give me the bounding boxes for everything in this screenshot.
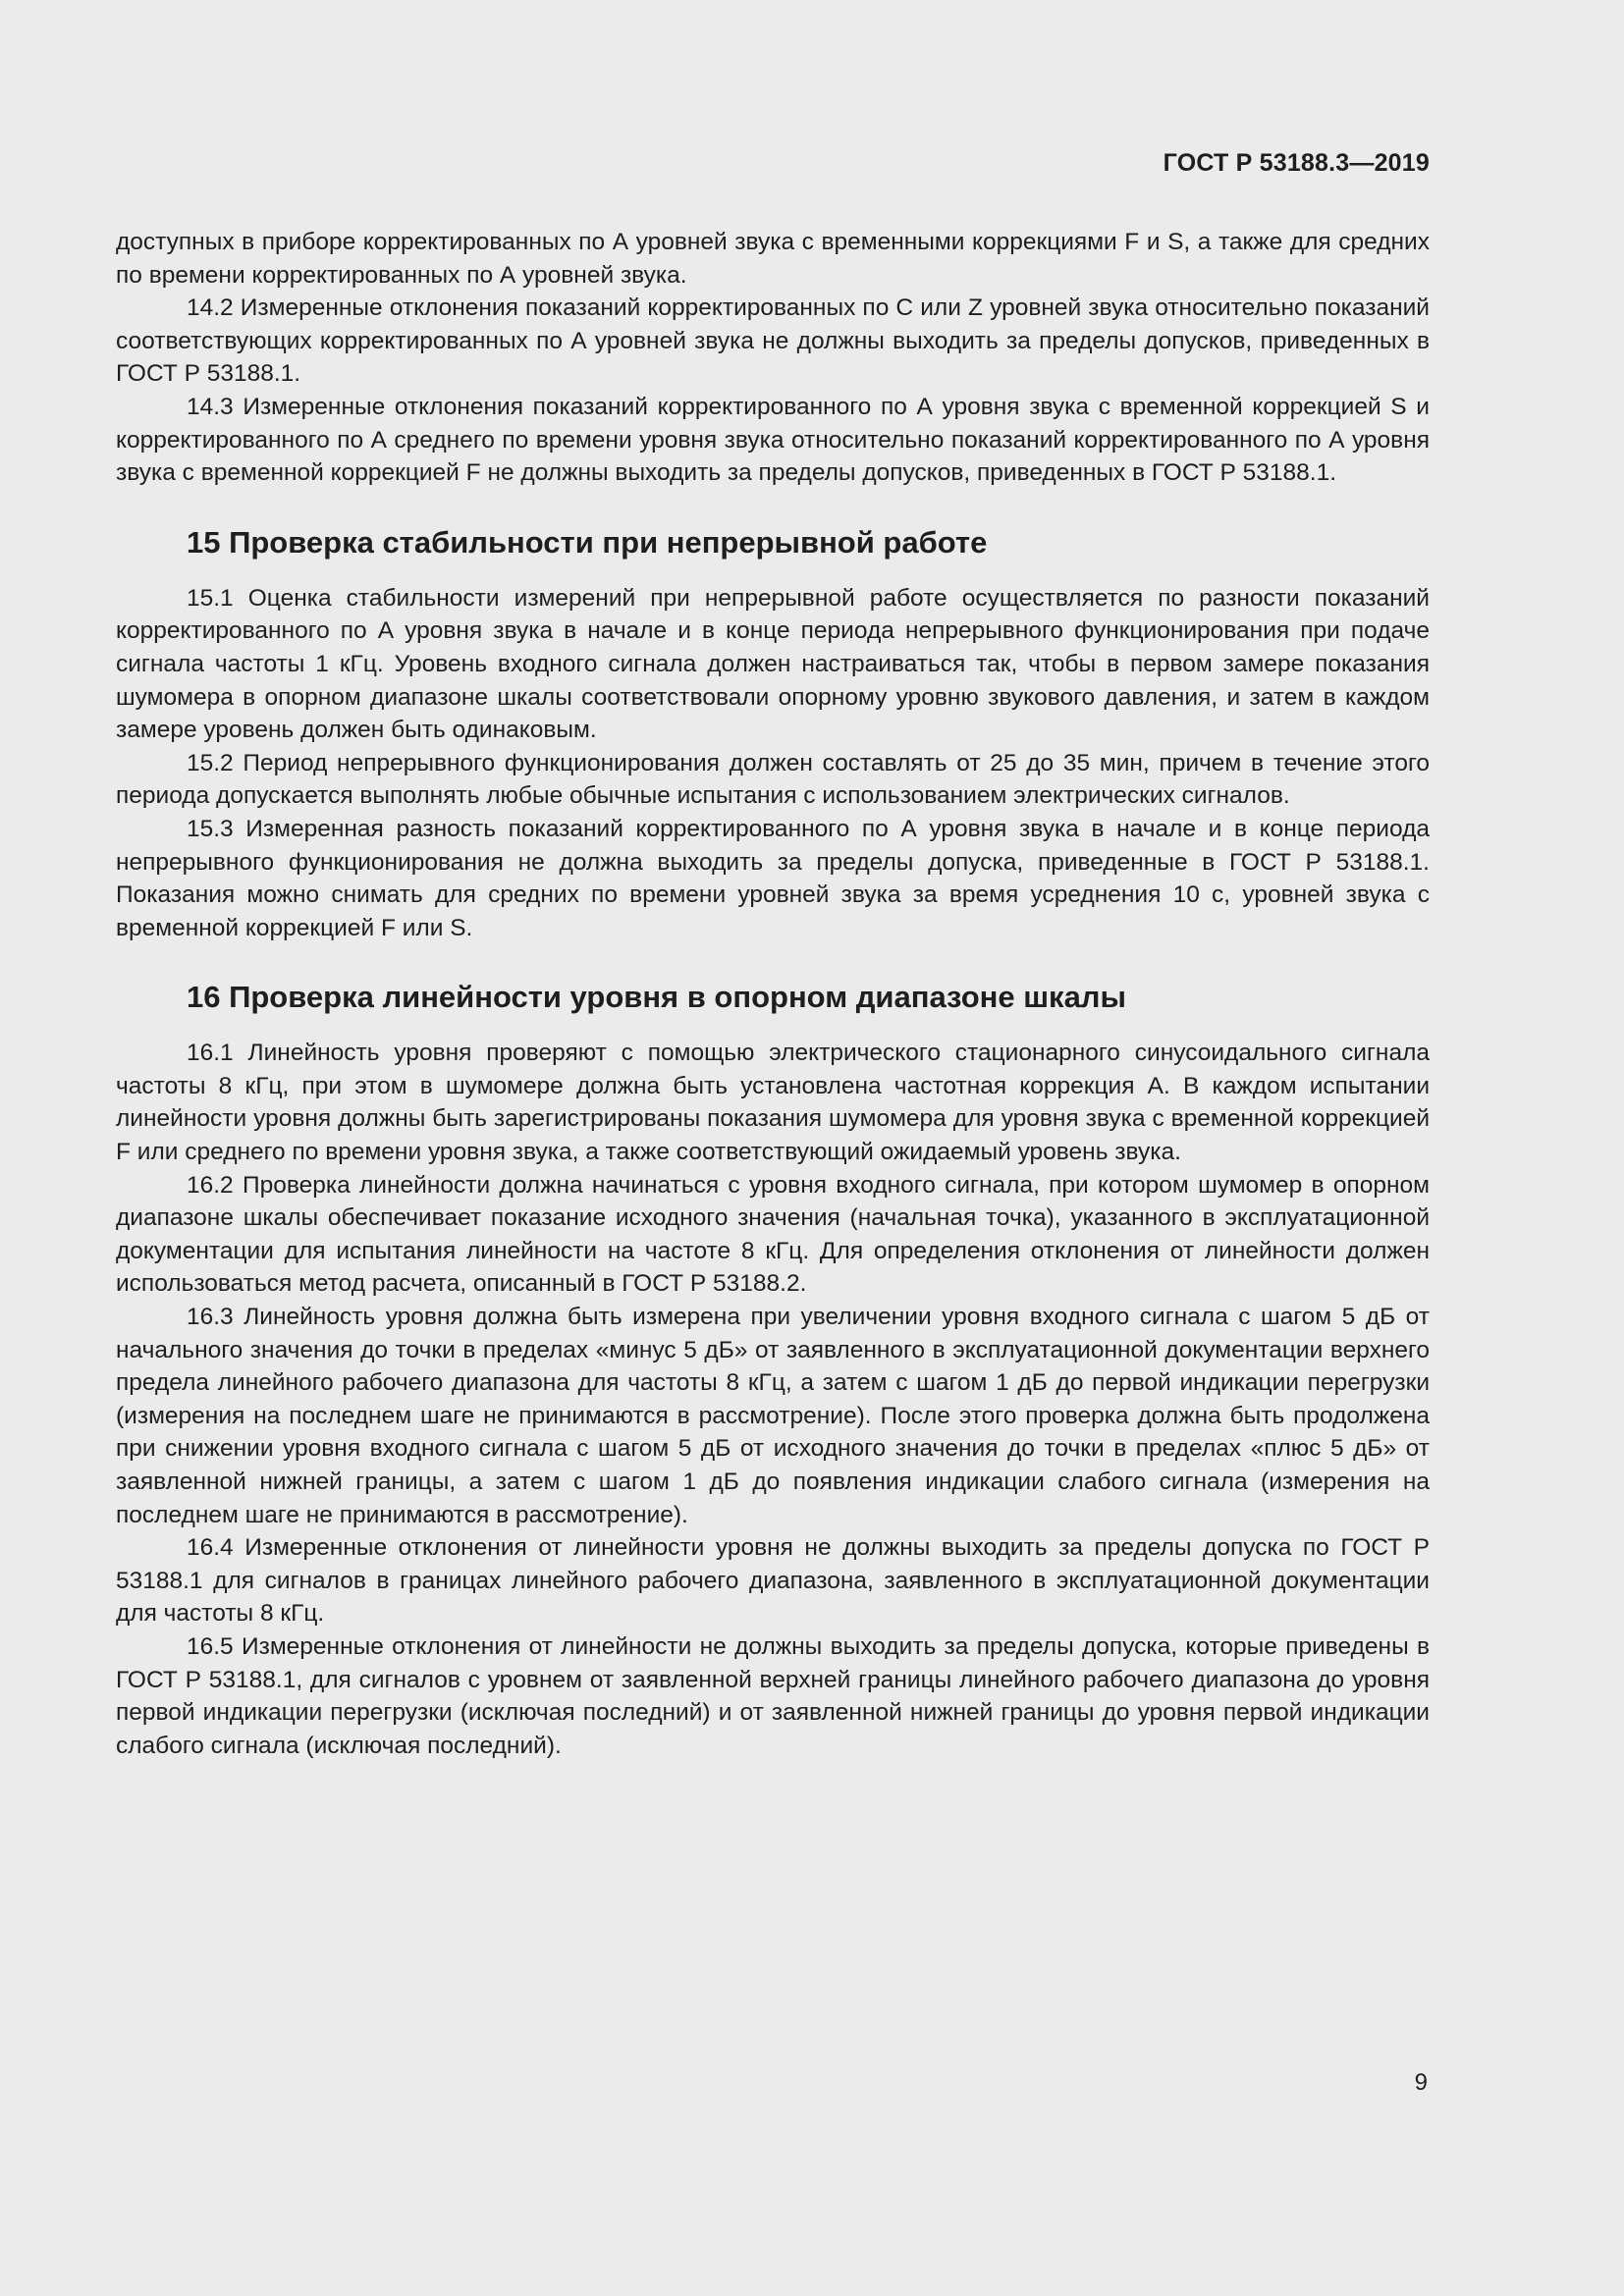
paragraph-16-1: 16.1 Линейность уровня проверяют с помощью электрического стационарного синусоидального сигнала частоты 8 кГц, при этом в шумомере должна быть установлена частотная коррекция А. В каждом испытании линейности уровня должны быть зарегистрированы показания шумомера для уровня звука с временной коррекцией F или среднего по времени уровня звука, а также соответствующий ожидаемый уровень звука.	[116, 1040, 1430, 1166]
paragraph-15-1: 15.1 Оценка стабильности измерений при непрерывной работе осуществляется по разности показаний корректированного по А уровня звука в начале и в конце периода непрерывного функционирования при подаче сигнала частоты 1 кГц. Уровень входного сигнала должен настраиваться так, чтобы в первом замере показания шумомера в опорном диапазоне шкалы соответствовали опорному уровню звукового давления, и затем в каждом замере уровень должен быть одинаковым.	[116, 584, 1430, 744]
section-heading-16: 16 Проверка линейности уровня в опорном диапазоне шкалы	[187, 980, 1126, 1015]
document-code-header: ГОСТ Р 53188.3—2019	[1163, 149, 1430, 177]
paragraph-14-3: 14.3 Измеренные отклонения показаний корректированного по А уровня звука с временной коррекцией S и корректированного по А среднего по времени уровня звука относительно показаний корректированного по А уровня звука с временной коррекцией F не должны выходить за пределы допусков, приведенных в ГОСТ Р 53188.1.	[116, 393, 1430, 487]
section-heading-15: 15 Проверка стабильности при непрерывной работе	[187, 524, 988, 560]
paragraph-16-5: 16.5 Измеренные отклонения от линейности не должны выходить за пределы допуска, которые приведены в ГОСТ Р 53188.1, для сигналов с уровнем от заявленной верхней границы линейного рабочего диапазона до уровня первой индикации перегрузки (исключая последний) и от заявленной нижней границы до уровня первой индикации слабого сигнала (исключая последний).	[116, 1632, 1430, 1759]
paragraph-16-4: 16.4 Измеренные отклонения от линейности уровня не должны выходить за пределы допуска по ГОСТ Р 53188.1 для сигналов в границах линейного рабочего диапазона, заявленного в эксплуатационной документации для частоты 8 кГц.	[116, 1534, 1430, 1628]
paragraph-14-2: 14.2 Измеренные отклонения показаний корректированных по С или Z уровней звука относительно показаний соответствующих корректированных по А уровней звука не должны выходить за пределы допусков, приведенных в ГОСТ Р 53188.1.	[116, 294, 1430, 388]
paragraph-continuation: доступных в приборе корректированных по А уровней звука с временными коррекциями F и S, а также для средних по времени корректированных по А уровней звука.	[116, 229, 1430, 289]
document-body	[116, 226, 1430, 1762]
page-number: 9	[1414, 2069, 1428, 2096]
paragraph-16-3: 16.3 Линейность уровня должна быть измерена при увеличении уровня входного сигнала с шагом 5 дБ от начального значения до точки в пределах «минус 5 дБ» от заявленного в эксплуатационной документации верхнего предела линейного рабочего диапазона для частоты 8 кГц, а затем с шагом 1 дБ до первой индикации перегрузки (измерения на последнем шаге не принимаются в рассмотрение). После этого проверка должна быть продолжена при снижении уровня входного сигнала с шагом 5 дБ от исходного значения до точки в пределах «плюс 5 дБ» от заявленной нижней границы, а затем с шагом 1 дБ до появления индикации слабого сигнала (измерения на последнем шаге не принимаются в рассмотрение).	[116, 1304, 1430, 1528]
paragraph-16-2: 16.2 Проверка линейности должна начинаться с уровня входного сигнала, при котором шумомер в опорном диапазоне шкалы обеспечивает показание исходного значения (начальная точка), указанного в эксплуатационной документации для испытания линейности на частоте 8 кГц. Для определения отклонения от линейности должен использоваться метод расчета, описанный в ГОСТ Р 53188.2.	[116, 1171, 1430, 1298]
paragraph-15-2: 15.2 Период непрерывного функционирования должен составлять от 25 до 35 мин, причем в течение этого периода допускается выполнять любые обычные испытания с использованием электрических сигналов.	[116, 749, 1430, 810]
paragraph-15-3: 15.3 Измеренная разность показаний корректированного по А уровня звука в начале и в конце периода непрерывного функционирования не должна выходить за пределы допуска, приведенные в ГОСТ Р 53188.1. Показания можно снимать для средних по времени уровней звука за время усреднения 10 с, уровней звука с временной коррекцией F или S.	[116, 815, 1430, 941]
